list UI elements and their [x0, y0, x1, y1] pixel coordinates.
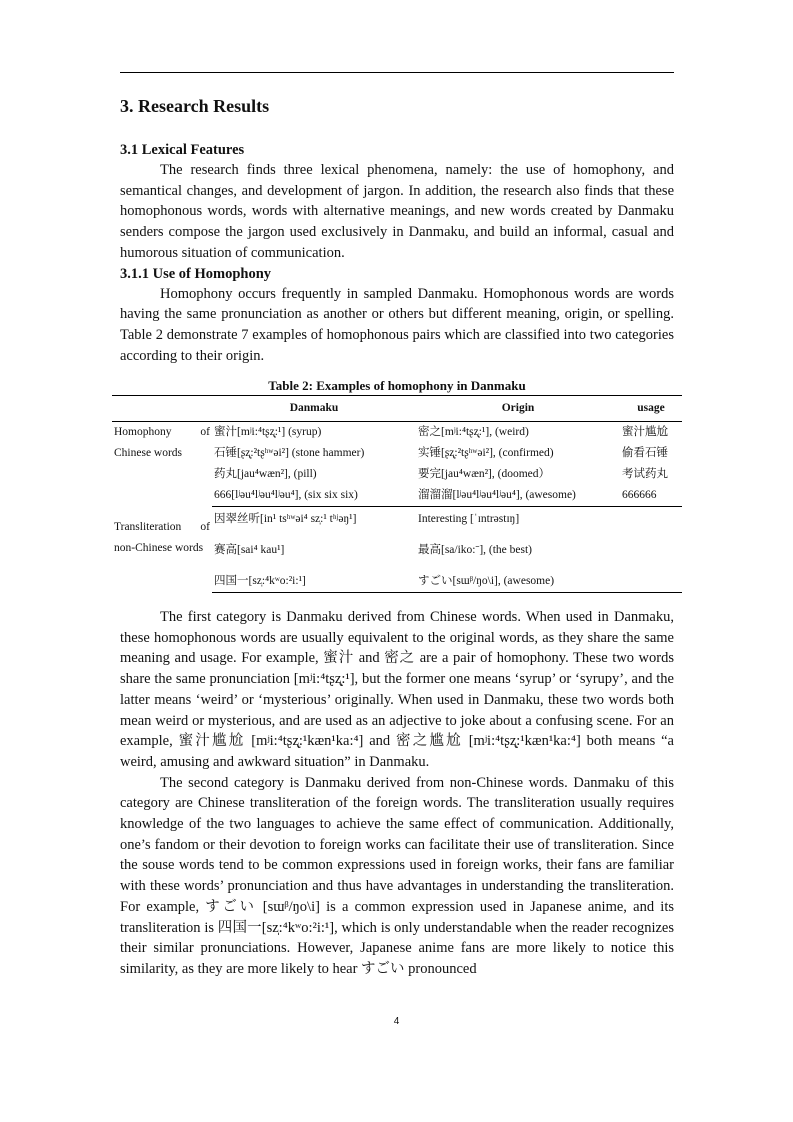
- danmaku-cell: 赛高[sai⁴ kau¹]: [214, 544, 285, 556]
- paragraph: Homophony occurs frequently in sampled Danmaku. Homophonous words are words having the same pronunciation as another or others but different meaning, origin, or spelling. Table 2 demonstrate 7 examples of homophonous pairs which are classified into two categories according to their origin.: [120, 285, 674, 364]
- origin-cell: Interesting [ˈɪntrəstɪŋ]: [418, 513, 520, 525]
- header-cell: Danmaku: [212, 396, 416, 422]
- danmaku-cell: 石锤[ʂʐ̩:²tʂʰʷəi²] (stone hammer): [214, 447, 365, 459]
- homophony-table: [112, 395, 682, 593]
- subsubsection-title: 3.1.1 Use of Homophony: [120, 265, 272, 282]
- usage-cell: 蜜汁尴尬: [622, 426, 668, 438]
- category-cell: Transliteration of non-Chinese words: [114, 520, 210, 554]
- origin-cell: すごい[sɯᵝ/ŋo\i], (awesome): [416, 571, 620, 593]
- usage-cell: 考试药丸: [622, 468, 668, 480]
- usage-cell: [620, 507, 682, 541]
- usage-cell: 偷看石锤: [622, 447, 668, 459]
- header-rule: [120, 72, 674, 73]
- page-number: 4: [393, 1016, 400, 1027]
- table-caption: Table 2: Examples of homophony in Danmaku: [268, 378, 526, 393]
- header-cell: [112, 396, 212, 422]
- table-row: [112, 422, 682, 444]
- usage-cell: [620, 540, 682, 571]
- origin-cell: 要完[jau⁴wæn²], (doomed）: [418, 468, 551, 480]
- danmaku-cell: 蜜汁[mʲi:⁴tʂʐ̩:¹] (syrup): [214, 426, 322, 438]
- header-cell: Origin: [416, 396, 620, 422]
- subsection-title: 3.1 Lexical Features: [120, 142, 245, 158]
- section-title: 3. Research Results: [120, 96, 270, 116]
- paragraph: The second category is Danmaku derived from non-Chinese words. Danmaku of this category are Chinese transliteration of the foreign words. The transliteration usually requires knowledge of the two languages to achieve the same effect of communication. Additionally, one’s fandom or their devotion to foreign works can facilitate their use of transliteration. Since the souse words tend to be common expressions used in foreign works, their fans are familiar with these words’ pronunciation and thus have advantages in understanding the transliteration. For example, すごい [sɯᵝ/ŋo\i] is a common expression used in Japanese anime, and its transliteration is 四国一[sz̩:⁴kʷo:²i:¹], which is only understandable when the reader recognizes their similar pronunciations. However, Japanese anime fans are more likely to notice this similarity, as they are more likely to hear すごい pronounced: [120, 774, 674, 977]
- category-cell: Homophony of Chinese words: [114, 426, 210, 459]
- body-continued: [120, 607, 674, 980]
- origin-cell: 实锤[ʂʐ̩:²tʂʰʷəi²], (confirmed): [418, 447, 554, 459]
- origin-cell: 溜溜溜[lʲəu⁴lʲəu⁴lʲəu⁴], (awesome): [416, 485, 620, 507]
- page-content: [114, 94, 674, 977]
- table-row: [112, 507, 682, 541]
- paragraph: The research finds three lexical phenomena, namely: the use of homophony, and semantical changes, and development of jargon. In addition, the research also finds that these homophonous words, words with alternative meanings, and new words created by Danmaku senders compose the jargon used exclusively in Danmaku, and build an informal, casual and humorous situation of communication.: [120, 162, 674, 261]
- usage-cell: 666666: [620, 485, 682, 507]
- table-header-row: [112, 396, 682, 422]
- danmaku-cell: 666[lʲəu⁴lʲəu⁴lʲəu⁴], (six six six): [212, 485, 416, 507]
- danmaku-cell: 因翠丝听[in¹ tsʰʷəi⁴ sz̩:¹ tʰʲəŋ¹]: [214, 513, 357, 525]
- origin-cell: 密之[mʲi:⁴tʂʐ̩:¹], (weird): [418, 426, 529, 438]
- paragraph: The first category is Danmaku derived from Chinese words. When used in Danmaku, these homophonous words are usually equivalent to the original words, as they share the same meaning and usage. For example, 蜜汁 and 密之 are a pair of homophony. These two words share the same pronunciation [mʲi:⁴tʂʐ̩:¹], but the former one means ‘syrup’ or ‘syrupy’, and the latter means ‘weird’ or ‘mysterious’ originally. When used in Danmaku, these two words both mean weird or mysterious, and are used as an adjective to joke about a confusing scene. For an example, 蜜汁尴尬 [mʲi:⁴tʂʐ̩:¹kæn¹ka:⁴] and 密之尴尬 [mʲi:⁴tʂʐ̩:¹kæn¹ka:⁴] both means “a weird, amusing and awkward situation” in Danmaku.: [120, 609, 674, 770]
- header-cell: usage: [620, 396, 682, 422]
- origin-cell: 最高[sa/iko:ˉ], (the best): [418, 544, 533, 556]
- usage-cell: [620, 571, 682, 593]
- danmaku-cell: 药丸[jau⁴wæn²], (pill): [214, 468, 317, 480]
- danmaku-cell: 四国一[sz̩:⁴kʷo:²i:¹]: [212, 571, 416, 593]
